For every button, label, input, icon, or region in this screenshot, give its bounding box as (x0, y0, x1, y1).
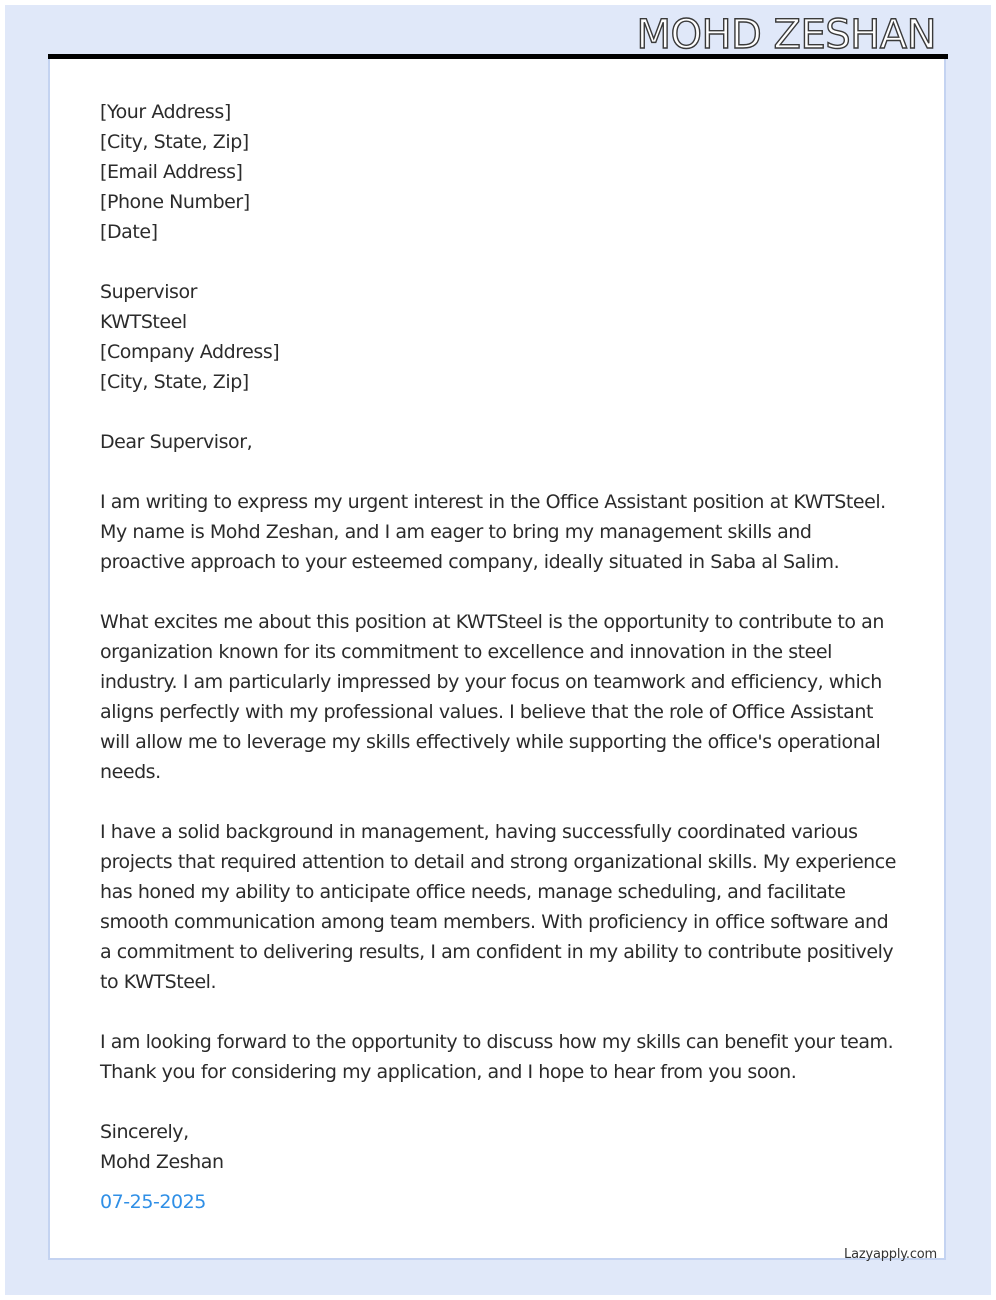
sender-date: [Date] (100, 221, 158, 243)
recipient-city-state-zip: [City, State, Zip] (100, 371, 249, 393)
recipient-company-address: [Company Address] (100, 341, 280, 363)
sender-city-state-zip: [City, State, Zip] (100, 131, 249, 153)
signature-block (100, 1117, 900, 1177)
cover-letter-body (100, 97, 900, 1217)
salutation: Dear Supervisor, (100, 431, 253, 453)
sender-address: [Your Address] (100, 101, 231, 123)
sender-phone: [Phone Number] (100, 191, 250, 213)
signature-name: Mohd Zeshan (100, 1151, 224, 1173)
body-paragraph-experience: I have a solid background in management, having successfully coordinated various projects that required attention to detail and strong organizational skills. My experience has honed my ability to anticipate office needs, manage scheduling, and facilitate smooth communication among team members. With proficiency in office software and a commitment to delivering results, I am confident in my ability to contribute positively to KWTSteel. (100, 821, 897, 993)
recipient-company: KWTSteel (100, 311, 187, 333)
body-paragraph-closing: I am looking forward to the opportunity to discuss how my skills can benefit your team. Thank you for considering my application, and I hope to hear from you soon. (100, 1031, 894, 1083)
body-paragraph-motivation: What excites me about this position at KWTSteel is the opportunity to contribute to an organization known for its commitment to excellence and innovation in the steel industry. I am particularly impressed by your focus on teamwork and efficiency, which aligns perfectly with my professional values. I believe that the role of Office Assistant will allow me to leverage my skills effectively while supporting the office's operational needs. (100, 611, 884, 783)
recipient-block (100, 277, 900, 397)
recipient-title: Supervisor (100, 281, 198, 303)
valediction: Sincerely, (100, 1121, 189, 1143)
letter-date: 07-25-2025 (100, 1191, 206, 1213)
applicant-name-header: MOHD ZESHAN (636, 12, 936, 58)
watermark: Lazyapply.com (844, 1247, 937, 1262)
body-paragraph-intro: I am writing to express my urgent interest in the Office Assistant position at KWTSteel. My name is Mohd Zeshan, and I am eager to bring my management skills and proactive approach to your esteemed company, ideally situated in Saba al Salim. (100, 491, 886, 573)
sender-block (100, 97, 900, 247)
sender-email: [Email Address] (100, 161, 243, 183)
